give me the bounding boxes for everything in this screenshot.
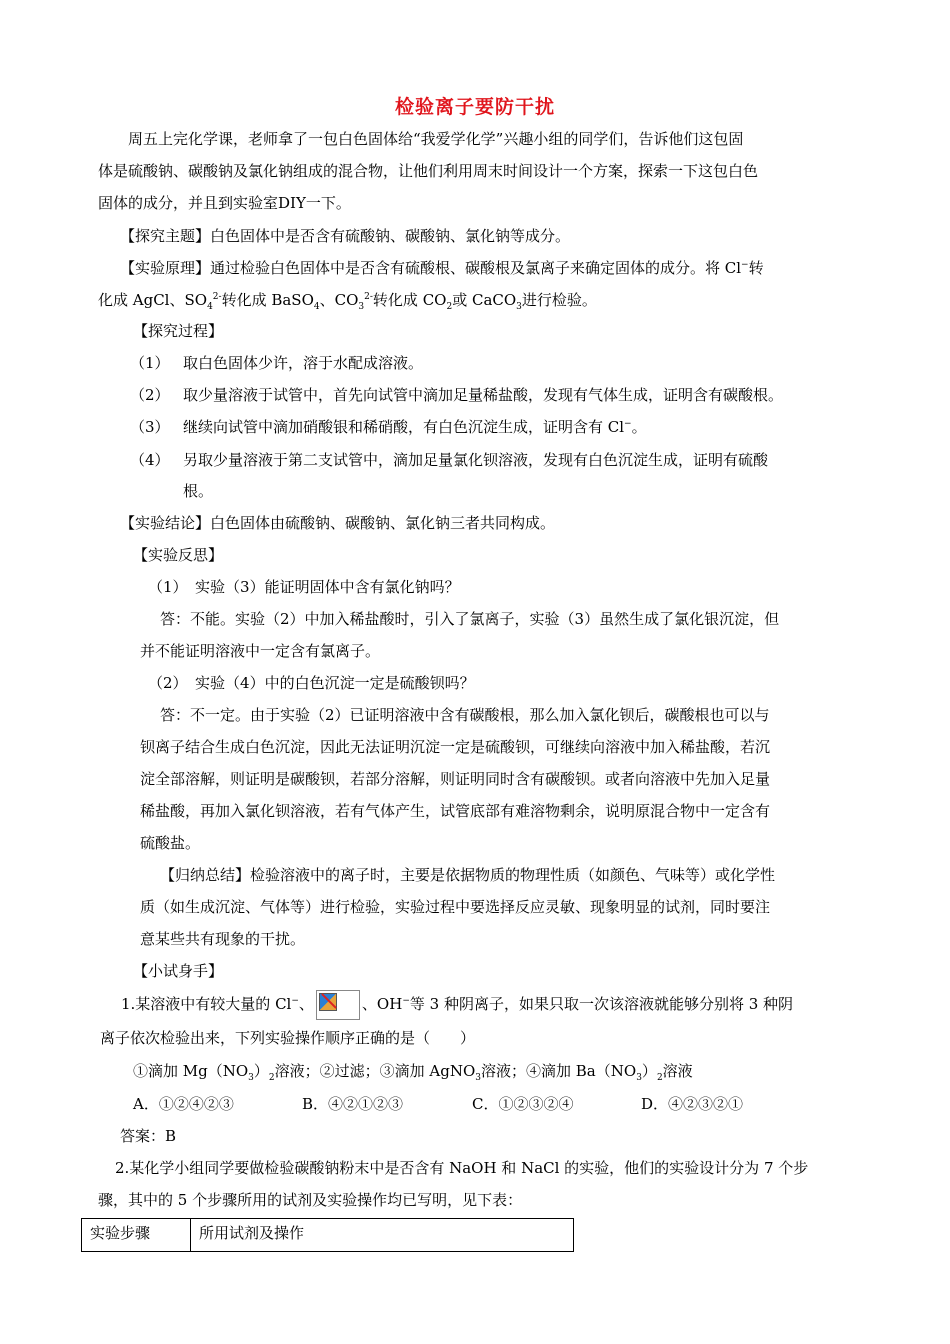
table-header-step: 实验步骤: [82, 1219, 191, 1252]
process-text: 。: [631, 418, 647, 436]
table-header-operation: 所用试剂及操作: [191, 1219, 574, 1252]
process-step-4-cont: 根。: [183, 482, 214, 500]
process-num-2: （2）: [130, 386, 170, 404]
reflection-answer-2-line-1: 答：不一定。由于实验（2）已证明溶液中含有碳酸根，那么加入氯化钡后，碳酸根也可以与: [160, 706, 770, 724]
process-num-3: （3）: [130, 418, 170, 436]
option-b: B．④②①②③: [302, 1095, 404, 1113]
ops-text: ）: [253, 1062, 269, 1080]
superscript: −: [624, 419, 632, 429]
process-step-4: 另取少量溶液于第二支试管中，滴加足量氯化钡溶液，发现有白色沉淀生成，证明有硫酸: [183, 451, 769, 469]
conclusion-paragraph: 【实验结论】白色固体由硫酸钠、碳酸钠、氯化钠三者共同构成。: [120, 514, 556, 532]
question-text: 、: [298, 995, 314, 1013]
option-a: A．①②④②③: [133, 1095, 234, 1113]
option-d: D．④②③②①: [641, 1095, 744, 1113]
process-num-1: （1）: [130, 354, 170, 372]
process-step-1: 取白色固体少许，溶于水配成溶液。: [183, 354, 424, 372]
principle-text: 转: [748, 259, 764, 277]
question-2-line-2: 骤，其中的 5 个步骤所用的试剂及实验操作均已写明，见下表：: [98, 1191, 523, 1209]
superscript: 2-: [212, 292, 222, 302]
ops-text: ）: [641, 1062, 657, 1080]
ops-text: ①滴加 Mg（NO: [133, 1062, 249, 1080]
principle-line-2: [98, 284, 597, 316]
principle-text: 【实验原理】通过检验白色固体中是否含有硫酸根、碳酸根及氯离子来确定固体的成分。将 Cl: [120, 259, 742, 277]
principle-text: 转化成 BaSO: [221, 291, 314, 309]
summary-line-1: 【归纳总结】检验溶液中的离子时，主要是依据物质的物理性质（如颜色、气味等）或化学性: [160, 866, 776, 884]
process-text: 继续向试管中滴加硝酸银和稀硝酸，有白色沉淀生成，证明含有 Cl: [183, 418, 625, 436]
principle-text: 进行检验。: [521, 291, 597, 309]
principle-text: 或 CaCO: [452, 291, 517, 309]
subscript: 2: [656, 1073, 663, 1083]
subscript: 4: [207, 302, 213, 312]
broken-image-icon: [316, 990, 360, 1020]
steps-table: [81, 1218, 574, 1252]
subscript: 2: [446, 302, 453, 312]
question-text: 等 3 种阴离子，如果只取一次该溶液就能够分别将 3 种阴: [409, 995, 794, 1013]
question-2-line-1: 2.某化学小组同学要做检验碳酸钠粉末中是否含有 NaOH 和 NaCl 的实验，他们的实验设计分为 7 个步: [115, 1159, 809, 1177]
question-1-line-1: [121, 986, 793, 1022]
reflection-question-1: （1） 实验（3）能证明固体中含有氯化钠吗？: [148, 578, 460, 596]
intro-line-1: 周五上完化学课，老师拿了一包白色固体给“我爱学化学”兴趣小组的同学们，告诉他们这包固: [128, 130, 744, 148]
intro-line-2: 体是硫酸钠、碳酸钠及氯化钠组成的混合物，让他们利用周末时间设计一个方案，探索一下这包白色: [98, 162, 759, 180]
principle-text: 、CO: [319, 291, 359, 309]
ops-text: 溶液: [662, 1062, 693, 1080]
subscript: 4: [313, 302, 320, 312]
page-title: 检验离子要防干扰: [394, 96, 555, 118]
process-header: 【探究过程】: [133, 322, 224, 340]
subscript: 3: [516, 302, 522, 312]
reflection-answer-2-line-2: 钡离子结合生成白色沉淀，因此无法证明沉淀一定是硫酸钡，可继续向溶液中加入稀盐酸，若沉: [140, 738, 771, 756]
question-1-line-2: 离子依次检验出来，下列实验操作顺序正确的是（ ）: [100, 1029, 476, 1047]
summary-line-3: 意某些共有现象的干扰。: [140, 930, 306, 948]
question-text: 1.某溶液中有较大量的 Cl: [121, 995, 292, 1013]
subscript: 3: [358, 302, 365, 312]
table-row: [82, 1219, 574, 1252]
principle-line-1: [120, 252, 764, 284]
question-1-answer: 答案：B: [120, 1127, 177, 1145]
summary-line-2: 质（如生成沉淀、气体等）进行检验，实验过程中要选择反应灵敏、现象明显的试剂，同时要注: [140, 898, 771, 916]
reflection-answer-2-line-3: 淀全部溶解，则证明是碳酸钡，若部分溶解，则证明同时含有碳酸钡。或者向溶液中先加入足量: [140, 770, 771, 788]
question-1-operations: [133, 1055, 693, 1087]
subscript: 3: [248, 1073, 254, 1083]
reflection-header: 【实验反思】: [133, 546, 224, 564]
principle-text: 化成 AgCl、SO: [98, 291, 208, 309]
subscript: 3: [636, 1073, 642, 1083]
option-c: C．①②③②④: [472, 1095, 574, 1113]
practice-header: 【小试身手】: [133, 962, 224, 980]
theme-paragraph: 【探究主题】白色固体中是否含有硫酸钠、碳酸钠、氯化钠等成分。: [120, 227, 571, 245]
process-step-3: [183, 411, 647, 443]
reflection-answer-1-line-1: 答：不能。实验（2）中加入稀盐酸时，引入了氯离子，实验（3）虽然生成了氯化银沉淀，但: [160, 610, 780, 628]
subscript: 3: [475, 1073, 482, 1083]
reflection-answer-1-line-2: 并不能证明溶液中一定含有氯离子。: [140, 642, 381, 660]
question-text: 、OH: [361, 995, 403, 1013]
reflection-answer-2-line-4: 稀盐酸，再加入氯化钡溶液，若有气体产生，试管底部有难溶物剩余，说明原混合物中一定含有: [140, 802, 771, 820]
principle-text: 转化成 CO: [372, 291, 447, 309]
superscript: −: [291, 996, 299, 1006]
subscript: 2: [268, 1073, 275, 1083]
intro-line-3: 固体的成分，并且到实验室DIY一下。: [98, 194, 351, 212]
superscript: −: [402, 996, 410, 1006]
ops-text: 溶液；④滴加 Ba（NO: [481, 1062, 637, 1080]
superscript: 2-: [364, 292, 373, 302]
superscript: −: [741, 260, 749, 270]
process-step-2: 取少量溶液于试管中，首先向试管中滴加足量稀盐酸，发现有气体生成，证明含有碳酸根。: [183, 386, 784, 404]
process-num-4: （4）: [130, 451, 170, 469]
reflection-answer-2-line-5: 硫酸盐。: [140, 834, 201, 852]
ops-text: 溶液；②过滤；③滴加 AgNO: [274, 1062, 476, 1080]
reflection-question-2: （2） 实验（4）中的白色沉淀一定是硫酸钡吗？: [148, 674, 475, 692]
